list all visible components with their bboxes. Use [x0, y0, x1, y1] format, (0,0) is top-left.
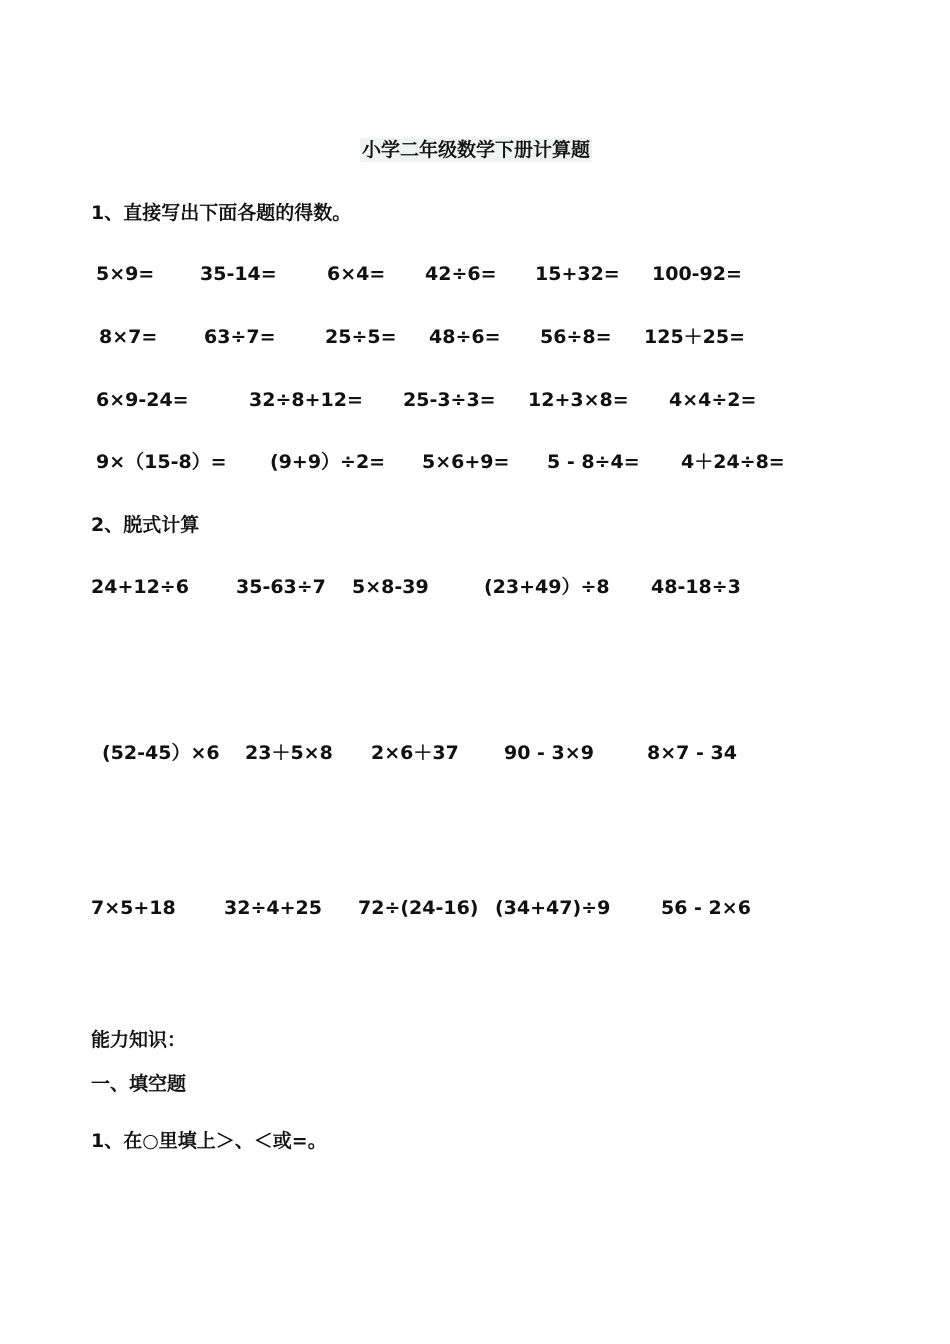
problem: (23+49）÷8 — [484, 576, 610, 598]
problem: 48÷6= — [429, 326, 501, 348]
problem: 56 - 2×6 — [661, 897, 751, 919]
problem: 4＋24÷8= — [681, 451, 785, 473]
problem: 5×9= — [96, 263, 155, 285]
problem: 90 - 3×9 — [504, 742, 594, 764]
problem: (9+9）÷2= — [270, 451, 386, 473]
problem: 48-18÷3 — [651, 576, 741, 598]
problem: 15+32= — [535, 263, 620, 285]
part1-heading: 一、填空题 — [91, 1073, 187, 1095]
problem: 42÷6= — [425, 263, 497, 285]
problem: 8×7= — [99, 326, 158, 348]
problem: 5×6+9= — [422, 451, 510, 473]
problem: 12+3×8= — [528, 389, 629, 411]
problem: 32÷4+25 — [224, 897, 322, 919]
problem: 6×4= — [327, 263, 386, 285]
section2-heading: 2、脱式计算 — [91, 514, 200, 536]
problem: 25-3÷3= — [403, 389, 496, 411]
problem: 23＋5×8 — [245, 742, 333, 764]
problem: 6×9-24= — [96, 389, 189, 411]
problem: 7×5+18 — [91, 897, 176, 919]
ability-heading: 能力知识： — [91, 1029, 187, 1051]
page-title: 小学二年级数学下册计算题 — [362, 139, 591, 161]
problem: 35-14= — [200, 263, 277, 285]
problem: 5×8-39 — [352, 576, 429, 598]
problem: 24+12÷6 — [91, 576, 189, 598]
problem: (52-45）×6 — [102, 742, 220, 764]
problem: 100-92= — [652, 263, 742, 285]
problem: 56÷8= — [540, 326, 612, 348]
problem: 9×（15-8）= — [96, 451, 227, 473]
problem: 63÷7= — [204, 326, 276, 348]
problem: (34+47)÷9 — [495, 897, 611, 919]
section1-heading: 1、直接写出下面各题的得数。 — [91, 202, 352, 224]
question-1: 1、在○里填上＞、＜或=。 — [91, 1130, 327, 1152]
problem: 2×6＋37 — [371, 742, 459, 764]
problem: 35-63÷7 — [236, 576, 326, 598]
problem: 72÷(24-16) — [358, 897, 479, 919]
problem: 4×4÷2= — [669, 389, 757, 411]
problem: 32÷8+12= — [249, 389, 363, 411]
problem: 25÷5= — [325, 326, 397, 348]
problem: 125＋25= — [644, 326, 746, 348]
problem: 5 - 8÷4= — [547, 451, 640, 473]
problem: 8×7 - 34 — [647, 742, 737, 764]
